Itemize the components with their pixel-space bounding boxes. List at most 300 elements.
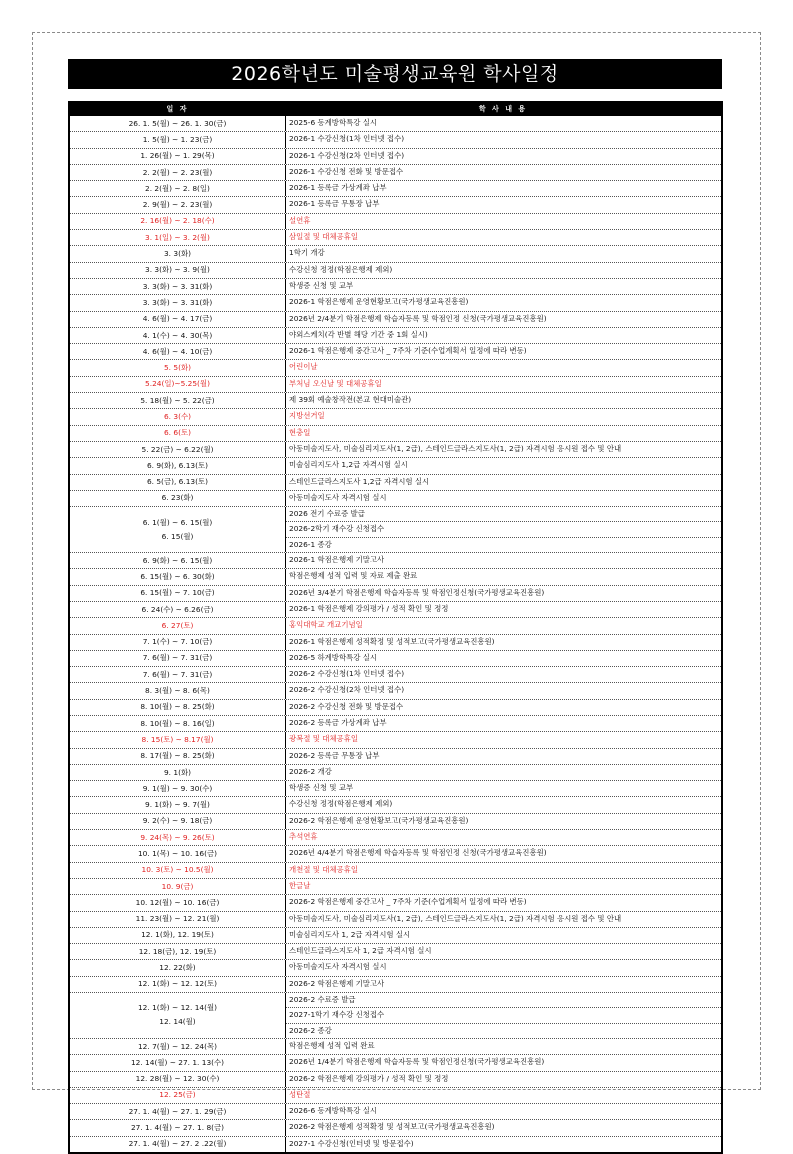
date-text: 7. 1(수) ~ 7. 10(금) (142, 637, 213, 647)
date-cell (70, 928, 286, 943)
event-text: 2026-2 학점은행제 중간고사 _ 7주차 기준(수업계획서 일정에 따라 변동) (289, 897, 527, 907)
table-row (70, 781, 721, 797)
date-cell (70, 328, 286, 343)
table-row (70, 683, 721, 699)
date-text: 6. 27(토) (161, 620, 194, 630)
event-cell (286, 442, 721, 457)
table-row (70, 491, 721, 507)
date-text: 8. 17(월) ~ 8. 25(화) (140, 751, 215, 761)
date-cell (70, 683, 286, 698)
date-text: 10. 1(목) ~ 10. 16(금) (137, 849, 217, 858)
event-cell (286, 1088, 721, 1103)
date-cell (70, 491, 286, 506)
event-cell (286, 1039, 721, 1054)
date-text: 3. 3(화) ~ 3. 9(월) (145, 265, 210, 275)
event-text: 학점은행제 성적 입력 완료 (289, 1040, 375, 1050)
event-text: 삼일절 및 대체공휴일 (289, 232, 358, 242)
date-cell (70, 912, 286, 927)
date-text: 27. 1. 4(월) ~ 27. 2 .22(월) (128, 1139, 227, 1149)
event-text: 2026-2 학점은행제 기말고사 (289, 978, 385, 988)
event-cell (286, 814, 721, 829)
event-text: 어린이날 (289, 362, 318, 372)
date-text: 10. 12(월) ~ 10. 16(금) (135, 897, 220, 907)
table-row (70, 618, 721, 634)
event-text: 2026-1 등록금 가상계좌 납부 (289, 183, 387, 193)
event-text: 2026년 4/4분기 학점은행제 학습자등록 및 학점인정 신청(국가평생교육진흥원) (289, 848, 547, 858)
event-cell (286, 960, 721, 975)
date-cell (70, 879, 286, 894)
date-cell (70, 765, 286, 780)
table-row (70, 409, 721, 425)
table-row (70, 1120, 721, 1136)
event-text: 수강신청 정정(학점은행제 제외) (289, 264, 393, 274)
event-text: 아동미술지도사 자격시험 실시 (289, 962, 387, 972)
table-row (70, 863, 721, 879)
event-cell (286, 781, 721, 796)
date-cell (70, 830, 286, 845)
date-cell (70, 895, 286, 910)
date-text: 4. 6(월) ~ 4. 17(금) (142, 314, 213, 324)
event-text: 2026 전기 수료증 발급 (289, 509, 365, 519)
date-cell (70, 214, 286, 229)
event-cell (286, 879, 721, 894)
table-row (70, 895, 721, 911)
event-cell (286, 360, 721, 375)
date-text: 8. 10(월) ~ 8. 25(화) (140, 702, 215, 712)
event-cell (286, 667, 721, 682)
date-text: 3. 3(화) ~ 3. 31(화) (142, 281, 213, 291)
table-row (70, 846, 721, 862)
table-row (70, 569, 721, 585)
date-cell (70, 263, 286, 278)
date-text: 2. 16(월) ~ 2. 18(수) (140, 216, 215, 226)
table-row (70, 165, 721, 181)
event-cell (286, 569, 721, 584)
date-cell (70, 458, 286, 473)
table-row (70, 716, 721, 732)
event-text: 부처님 오신날 및 대체공휴일 (289, 378, 382, 388)
date-text: 6. 3(수) (163, 411, 191, 421)
date-cell (70, 279, 286, 294)
table-row (70, 507, 721, 553)
event-cell (286, 344, 721, 359)
event-text: 2026-1 학점은행제 중간고사 _ 7주차 기준(수업계획서 일정에 따라 변동) (289, 346, 527, 356)
date-text: 9. 1(화) ~ 9. 7(월) (145, 800, 210, 810)
event-cell (286, 1072, 721, 1087)
date-text: 6. 23(화) (161, 493, 194, 503)
date-cell (70, 116, 286, 131)
date-text: 10. 3(토) ~ 10.5(월) (141, 865, 214, 875)
table-row (70, 667, 721, 683)
event-cell (286, 586, 721, 601)
date-text: 9. 1(월) ~ 9. 30(수) (142, 783, 213, 793)
table-row (70, 635, 721, 651)
event-text: 학점은행제 성적 입력 및 자료 제출 완료 (289, 571, 418, 581)
event-text: 2026-2 수료증 발급 (289, 995, 356, 1005)
date-text: 3. 3(화) ~ 3. 31(화) (142, 297, 213, 307)
table-row (70, 295, 721, 311)
event-cell (286, 214, 721, 229)
event-cell (286, 426, 721, 441)
event-cell (286, 716, 721, 731)
date-cell (70, 797, 286, 812)
event-cell (286, 1104, 721, 1119)
date-text: 6. 24(수) ~ 6.26(금) (141, 604, 214, 614)
date-text: 27. 1. 4(월) ~ 27. 1. 29(금) (128, 1106, 227, 1116)
table-row (70, 814, 721, 830)
table-row (70, 993, 721, 1039)
table-row (70, 377, 721, 393)
date-text: 7. 6(월) ~ 7. 31(금) (142, 669, 213, 679)
date-text: 12. 14(월) ~ 27. 1. 13(수) (130, 1057, 225, 1067)
date-cell (70, 960, 286, 975)
date-cell (70, 814, 286, 829)
date-cell (70, 618, 286, 633)
event-cell (286, 944, 721, 959)
event-cell (286, 377, 721, 392)
event-cell (286, 700, 721, 715)
table-row (70, 246, 721, 262)
date-text: 11. 23(월) ~ 12. 21(월) (135, 914, 220, 924)
event-cell (286, 295, 721, 310)
date-text: 12. 7(월) ~ 12. 24(목) (137, 1041, 217, 1051)
date-cell (70, 569, 286, 584)
event-cell (286, 165, 721, 180)
date-cell (70, 230, 286, 245)
date-cell (70, 863, 286, 878)
table-row (70, 360, 721, 376)
event-cell (286, 651, 721, 666)
event-text: 학생증 신청 및 교부 (289, 280, 354, 290)
event-cell (286, 797, 721, 812)
event-cell (286, 116, 721, 131)
date-cell (70, 426, 286, 441)
event-cell (286, 553, 721, 568)
event-cell (286, 149, 721, 164)
event-text: 한글날 (289, 880, 311, 890)
table-header (70, 103, 721, 116)
event-cell (286, 279, 721, 294)
event-text: 2026-1 학점은행제 강의평가 / 성적 확인 및 정정 (289, 603, 449, 613)
table-row (70, 458, 721, 474)
date-text: 26. 1. 5(월) ~ 26. 1. 30(금) (128, 118, 227, 128)
table-row (70, 797, 721, 813)
date-cell (70, 132, 286, 147)
event-text: 제 39회 예술창작전(본교 현대미술관) (289, 395, 412, 405)
event-text: 2026-2 수강신청(1차 인터넷 접수) (289, 669, 405, 679)
table-row (70, 879, 721, 895)
event-cell (286, 683, 721, 698)
date-text: 2. 2(월) ~ 2. 23(월) (142, 167, 213, 177)
event-text: 2026-2 학점은행제 운영현황보고(국가평생교육진흥원) (289, 815, 469, 825)
event-cell (286, 132, 721, 147)
table-row (70, 426, 721, 442)
header-content: 학 사 내 용 (478, 105, 528, 113)
event-cell (286, 181, 721, 196)
date-text: 5. 22(금) ~ 6.22(월) (141, 444, 214, 454)
table-row (70, 700, 721, 716)
date-cell (70, 344, 286, 359)
event-text: 2026-2 등록금 무통장 납부 (289, 750, 380, 760)
event-cell (286, 749, 721, 764)
date-text: 5.24(일)~5.25(월) (145, 379, 210, 389)
date-text: 12. 1(화), 12. 19(토) (141, 930, 214, 940)
event-text: 개천절 및 대체공휴일 (289, 864, 358, 874)
table-row (70, 197, 721, 213)
event-text: 미술심리지도사 1,2급 자격시험 실시 (289, 460, 408, 470)
event-text: 성탄절 (289, 1089, 311, 1099)
date-cell (70, 993, 286, 1038)
event-text: 학생증 신청 및 교부 (289, 783, 354, 793)
date-cell (70, 377, 286, 392)
event-cell (286, 1120, 721, 1135)
event-cell (286, 409, 721, 424)
event-cell (286, 507, 721, 552)
table-body (70, 116, 721, 1152)
schedule-table (68, 101, 723, 1154)
date-cell (70, 1120, 286, 1135)
table-row (70, 960, 721, 976)
date-cell (70, 442, 286, 457)
event-cell (286, 458, 721, 473)
event-text: 미술심리지도사 1, 2급 자격시험 실시 (289, 929, 411, 939)
table-row (70, 1072, 721, 1088)
table-row (70, 214, 721, 230)
table-row (70, 553, 721, 569)
event-cell (286, 912, 721, 927)
date-text: 8. 3(월) ~ 8. 6(목) (145, 686, 210, 696)
date-cell (70, 475, 286, 490)
date-text: 10. 9(금) (161, 881, 194, 891)
date-text: 6. 15(월) ~ 7. 10(금) (140, 588, 215, 598)
date-cell (70, 507, 286, 552)
date-text: 4. 1(수) ~ 4. 30(목) (142, 330, 213, 340)
date-cell (70, 602, 286, 617)
date-text: 7. 6(월) ~ 7. 31(금) (142, 653, 213, 663)
date-text: 4. 6(월) ~ 4. 10(금) (142, 346, 213, 356)
date-text: 12. 1(화) ~ 12. 12(토) (137, 979, 217, 989)
event-text: 2026-5 하계방학특강 실시 (289, 652, 377, 662)
event-text: 추석연휴 (289, 832, 318, 842)
date-cell (70, 1104, 286, 1119)
table-row (70, 116, 721, 132)
event-text: 2026-2 개강 (289, 766, 332, 776)
date-text: 12. 22(화) (159, 963, 196, 973)
event-text: 야외스케치(각 반별 해당 기간 중 1회 실시) (289, 329, 428, 339)
table-row (70, 393, 721, 409)
table-row (70, 132, 721, 148)
event-cell (286, 197, 721, 212)
event-cell (286, 1137, 721, 1152)
event-text: 지방선거일 (289, 411, 325, 421)
date-cell (70, 165, 286, 180)
event-cell (286, 765, 721, 780)
table-row (70, 732, 721, 748)
event-cell (286, 230, 721, 245)
date-text: 6. 1(월) ~ 6. 15(월) (142, 517, 213, 527)
event-text: 2026-1 수강신청(2차 인터넷 접수) (289, 150, 405, 160)
event-cell (286, 475, 721, 490)
date-text: 6. 9(화), 6.13(토) (146, 460, 209, 470)
date-text: 12. 18(금), 12. 19(토) (138, 946, 217, 956)
event-text: 2026년 2/4분기 학점은행제 학습자등록 및 학점인정 신청(국가평생교육진흥원) (289, 313, 547, 323)
date-cell (70, 749, 286, 764)
event-text: 2026-1 학점은행제 기말고사 (289, 555, 385, 565)
event-cell (286, 263, 721, 278)
event-cell (286, 977, 721, 992)
event-text: 2026-1 수강신청(1차 인터넷 접수) (289, 134, 405, 144)
date-cell (70, 846, 286, 861)
table-row (70, 586, 721, 602)
date-cell (70, 360, 286, 375)
event-text: 2026-1 수강신청 전화 및 방문접수 (289, 166, 404, 176)
date-cell (70, 181, 286, 196)
date-cell (70, 651, 286, 666)
table-row (70, 749, 721, 765)
date-cell (70, 246, 286, 261)
event-cell (286, 895, 721, 910)
event-cell (286, 635, 721, 650)
date-cell (70, 1072, 286, 1087)
date-cell (70, 1055, 286, 1070)
table-row (70, 912, 721, 928)
table-row (70, 230, 721, 246)
event-text: 2025-6 동계방학특강 실시 (289, 118, 377, 127)
table-row (70, 442, 721, 458)
date-text: 12. 14(월) (159, 1017, 196, 1027)
date-text: 12. 1(화) ~ 12. 14(월) (137, 1003, 217, 1013)
event-text: 2026-1 등록금 무통장 납부 (289, 199, 380, 209)
table-row (70, 475, 721, 491)
event-text: 2026-1 종강 (286, 537, 721, 552)
date-text: 6. 15(월) (161, 531, 194, 541)
date-cell (70, 312, 286, 327)
event-text: 2026-2 종강 (286, 1023, 721, 1038)
date-cell (70, 781, 286, 796)
date-cell (70, 1088, 286, 1103)
table-row (70, 944, 721, 960)
event-text: 2026-1 학점은행제 성적확정 및 성적보고(국가평생교육진흥원) (289, 636, 495, 646)
event-text: 2026-1 학점은행제 운영현황보고(국가평생교육진흥원) (289, 297, 469, 307)
event-cell (286, 863, 721, 878)
event-text: 2026-2 수강신청 전화 및 방문접수 (289, 701, 404, 711)
event-text: 홍익대학교 개교기념일 (289, 620, 363, 630)
event-text: 2026-2학기 재수강 신청접수 (286, 521, 721, 536)
event-text: 현충일 (289, 427, 311, 437)
date-cell (70, 586, 286, 601)
event-text: 광복절 및 대체공휴일 (289, 734, 358, 744)
date-cell (70, 553, 286, 568)
event-cell (286, 993, 721, 1038)
table-row (70, 1088, 721, 1104)
date-text: 3. 3(화) (163, 249, 191, 259)
table-row (70, 344, 721, 360)
date-cell (70, 295, 286, 310)
date-text: 5. 18(월) ~ 5. 22(금) (140, 395, 215, 405)
date-cell (70, 409, 286, 424)
table-row (70, 977, 721, 993)
page-title: 2026학년도 미술평생교육원 학사일정 (68, 59, 722, 89)
event-text: 수강신청 정정(학점은행제 제외) (289, 799, 393, 809)
date-text: 9. 2(수) ~ 9. 18(금) (142, 816, 213, 826)
date-text: 6. 5(금), 6.13(토) (146, 477, 209, 487)
date-cell (70, 732, 286, 747)
date-text: 6. 15(월) ~ 6. 30(화) (140, 571, 215, 581)
table-row (70, 149, 721, 165)
table-row (70, 765, 721, 781)
event-cell (286, 928, 721, 943)
event-text: 1학기 개강 (289, 248, 325, 258)
date-cell (70, 944, 286, 959)
table-row (70, 928, 721, 944)
date-cell (70, 1137, 286, 1152)
event-text: 2027-1 수강신청(인터넷 및 방문접수) (289, 1138, 414, 1148)
date-text: 9. 1(화) (163, 767, 191, 777)
date-cell (70, 635, 286, 650)
date-text: 2. 2(월) ~ 2. 8(일) (145, 183, 210, 193)
event-cell (286, 246, 721, 261)
event-cell (286, 393, 721, 408)
event-cell (286, 846, 721, 861)
date-text: 6. 6(토) (163, 428, 191, 438)
date-text: 3. 1(일) ~ 3. 2(월) (145, 232, 210, 242)
table-row (70, 1039, 721, 1055)
event-text: 아동미술지도사, 미술심리지도사(1, 2급), 스테인드글라스지도사(1, 2급) 자격시험 응시원 접수 및 안내 (289, 443, 622, 453)
date-text: 1. 26(월) ~ 1. 29(목) (140, 151, 215, 161)
date-cell (70, 977, 286, 992)
event-text: 설연휴 (289, 215, 311, 225)
event-text: 스테인드글라스지도사 1, 2급 자격시험 실시 (289, 946, 432, 956)
event-text: 아동미술지도사 자격시험 실시 (289, 492, 387, 502)
event-cell (286, 602, 721, 617)
event-text: 2027-1학기 재수강 신청접수 (286, 1007, 721, 1022)
date-text: 9. 24(목) ~ 9. 26(토) (140, 832, 215, 842)
event-text: 2026-2 등록금 가상계좌 납부 (289, 717, 387, 727)
table-row (70, 651, 721, 667)
event-cell (286, 830, 721, 845)
table-row (70, 1104, 721, 1120)
table-row (70, 830, 721, 846)
event-text: 스테인드글라스지도사 1,2급 자격시험 실시 (289, 476, 430, 486)
date-text: 2. 9(월) ~ 2. 23(월) (142, 200, 213, 210)
date-text: 1. 5(월) ~ 1. 23(금) (142, 134, 213, 144)
event-text: 2026-6 동계방학특강 실시 (289, 1106, 377, 1116)
event-cell (286, 618, 721, 633)
date-text: 8. 15(토) ~ 8.17(월) (141, 734, 214, 744)
event-text: 2026년 3/4분기 학점은행제 학습자등록 및 학점인정신청(국가평생교육진흥원) (289, 587, 545, 597)
table-row (70, 1055, 721, 1071)
header-date: 일 자 (166, 105, 189, 113)
date-cell (70, 716, 286, 731)
event-text: 2026-2 학점은행제 강의평가 / 성적 확인 및 정정 (289, 1073, 449, 1083)
event-cell (286, 491, 721, 506)
event-cell (286, 328, 721, 343)
date-text: 27. 1. 4(월) ~ 27. 1. 8(금) (130, 1123, 225, 1133)
table-row (70, 328, 721, 344)
event-text: 2026-2 학점은행제 성적확정 및 성적보고(국가평생교육진흥원) (289, 1122, 495, 1132)
date-cell (70, 1039, 286, 1054)
date-text: 12. 28(월) ~ 12. 30(수) (135, 1074, 220, 1084)
date-text: 5. 5(화) (163, 363, 191, 373)
table-row (70, 312, 721, 328)
date-cell (70, 149, 286, 164)
date-cell (70, 197, 286, 212)
date-cell (70, 700, 286, 715)
date-text: 8. 10(월) ~ 8. 16(일) (140, 718, 215, 728)
table-row (70, 181, 721, 197)
table-row (70, 279, 721, 295)
date-cell (70, 667, 286, 682)
